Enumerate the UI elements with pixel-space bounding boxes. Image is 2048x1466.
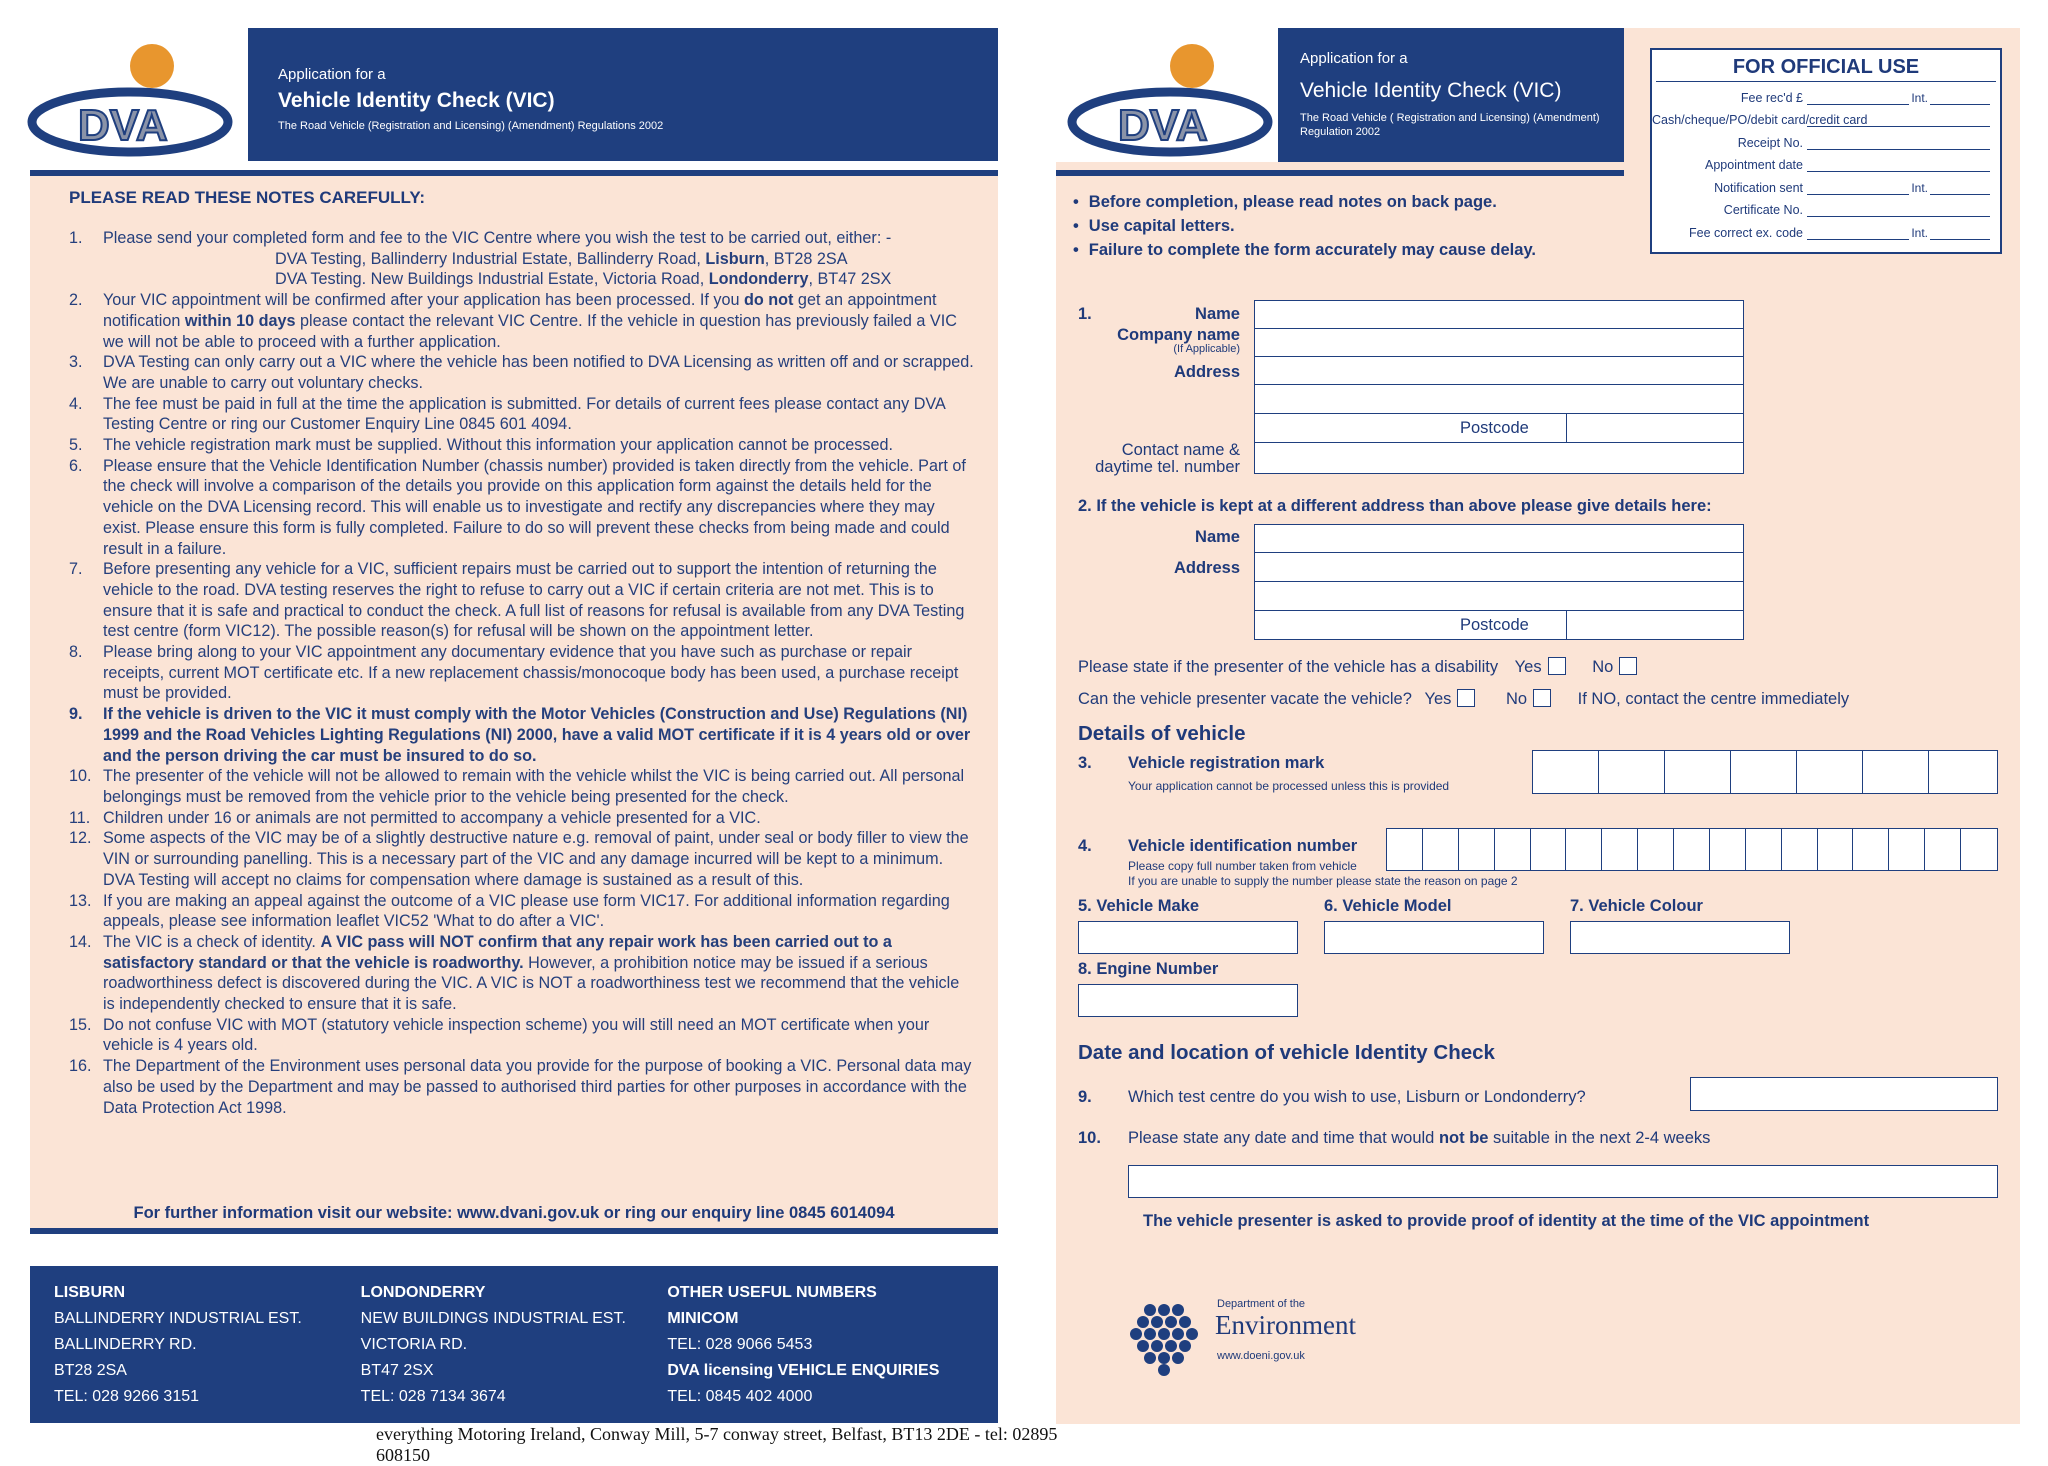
vacate-yes-checkbox[interactable] — [1457, 689, 1475, 707]
char-box[interactable] — [1731, 751, 1797, 793]
address-lisburn-postcode: , BT28 2SA — [764, 249, 848, 268]
q3-number: 3. — [1078, 754, 1092, 772]
no-label: No — [1505, 690, 1528, 708]
contact-heading: LONDONDERRY — [360, 1284, 486, 1301]
char-box[interactable] — [1853, 829, 1889, 870]
official-field[interactable] — [1807, 203, 1990, 217]
address-lisburn: DVA Testing, Ballinderry Industrial Estate, Ballinderry Road, — [275, 249, 706, 268]
char-box[interactable] — [1665, 751, 1731, 793]
contact-heading: DVA licensing VEHICLE ENQUIRIES — [667, 1362, 940, 1379]
unsuitable-dates-field[interactable] — [1128, 1165, 1998, 1198]
char-box[interactable] — [1566, 829, 1602, 870]
note-9: 9. If the vehicle is driven to the VIC it must comply with the Motor Vehicles (Construction and Use) Regulations (NI) 1999 and the Road Vehicles Lighting Regulations (NI) 2000, have a valid MOT certificate if it is 4 years old or over and the person driving the car must be insured to do so. — [69, 705, 971, 765]
contact-line: BALLINDERRY RD. — [54, 1336, 197, 1353]
official-row: Notification sent Int. — [1652, 172, 2000, 195]
q1-number: 1. — [1078, 305, 1092, 323]
char-box[interactable] — [1929, 751, 1995, 793]
header-title: Vehicle Identity Check (VIC) — [278, 89, 555, 112]
q10-text: suitable in the next 2-4 weeks — [1488, 1129, 1711, 1147]
char-box[interactable] — [1782, 829, 1818, 870]
note-text: We are unable to carry out voluntary checks. — [103, 373, 424, 392]
q4-note: Please copy full number taken from vehicle — [1128, 859, 1357, 873]
header-regulation: The Road Vehicle (Registration and Licensing) (Amendment) Regulations 2002 — [278, 120, 664, 132]
doe-label-small: Department of the — [1217, 1298, 1306, 1310]
vehicle-model-field[interactable] — [1324, 921, 1544, 954]
official-row: Certificate No. — [1652, 195, 2000, 218]
instruction-item: • Before completion, please read notes on back page. — [1073, 190, 1536, 214]
contact-line: BT28 2SA — [54, 1362, 127, 1379]
dva-logo — [1070, 40, 1270, 160]
contact-field[interactable] — [1254, 442, 1744, 474]
note-3: 3. DVA Testing can only carry out a VIC where the vehicle has been notified to DVA Licensing as written off and or scrapped. We are unable to carry out voluntary checks. — [69, 353, 974, 392]
q10-text: Please state any date and time that would — [1128, 1129, 1439, 1147]
note-emphasis: A VIC pass will NOT confirm that any repair work has been carried out to a satisfactory standard or that the vehicle is roadworthy. — [103, 932, 892, 972]
contact-line: TEL: 0845 402 4000 — [667, 1388, 813, 1405]
disability-no-checkbox[interactable] — [1619, 657, 1637, 675]
notes-footer: For further information visit our website: www.dvani.gov.uk or ring our enquiry line 0845 6014094 — [133, 1204, 895, 1222]
note-text: DVA Testing can only carry out a VIC where the vehicle has been notified to DVA Licensing as written off and or scrapped. — [103, 353, 974, 372]
contact-line: TEL: 028 7134 3674 — [360, 1388, 506, 1405]
q2-heading: 2. If the vehicle is kept at a different address than above please give details here: — [1078, 497, 1712, 515]
postcode-label: Postcode — [1460, 419, 1529, 437]
left-header-banner — [248, 28, 998, 161]
char-box[interactable] — [1533, 751, 1599, 793]
right-header-banner — [1278, 28, 1624, 162]
note-10: 10. The presenter of the vehicle will not be allowed to remain with the vehicle whilst the VIC is being carried out. All personal belongings must be removed from the vehicle prior to the vehicle being presented for the check. — [69, 767, 965, 806]
char-box[interactable] — [1459, 829, 1495, 870]
registration-mark-boxes[interactable] — [1532, 750, 1998, 794]
vehicle-details-heading: Details of vehicle — [1078, 722, 1246, 745]
address-lisburn-town: Lisburn — [705, 249, 765, 268]
note-text: However, a prohibition notice may be issued if a serious roadworthiness defect is discovered during the VIC. A VIC is NOT a roadworthiness test we recommend that the vehicle is independently checked to ensure that it is safe. — [103, 953, 960, 1014]
engine-number-field[interactable] — [1078, 984, 1298, 1017]
q9-label: Which test centre do you wish to use, Lisburn or Londonderry? — [1128, 1088, 1586, 1106]
disability-question — [1078, 657, 1637, 677]
keeper-name-field[interactable] — [1254, 524, 1744, 553]
company-label: Company name — [1117, 326, 1240, 344]
no-label: No — [1592, 658, 1614, 676]
official-row: Receipt No. — [1652, 127, 2000, 150]
vacate-label: Can the vehicle presenter vacate the vehicle? — [1078, 690, 1412, 708]
q4-note: If you are unable to supply the number please state the reason on page 2 — [1128, 874, 1518, 888]
contact-other — [667, 1280, 974, 1409]
contact-line: BALLINDERRY INDUSTRIAL EST. — [54, 1310, 302, 1327]
q4-number: 4. — [1078, 837, 1092, 855]
contact-heading: OTHER USEFUL NUMBERS — [667, 1284, 877, 1301]
note-text: get an appointment notification — [103, 291, 937, 330]
notes-panel — [30, 176, 998, 1228]
note-text: The VIC is a check of identity. — [103, 932, 321, 951]
divider — [1056, 170, 1624, 176]
company-field[interactable] — [1254, 328, 1744, 357]
yes-label: Yes — [1514, 658, 1542, 676]
q6-label: 6. Vehicle Model — [1324, 897, 1452, 915]
if-applicable-label: (If Applicable) — [1173, 343, 1240, 355]
disability-yes-checkbox[interactable] — [1548, 657, 1566, 675]
note-text: Your VIC appointment will be confirmed after your application has been processed. If you — [103, 291, 744, 310]
note-14: 14. The VIC is a check of identity. A VIC pass will NOT confirm that any repair work has been carried out to a satisfactory standard or that the vehicle is roadworthy. However, a prohibition notice may be issued if a serious roadworthiness defect is discovered during the VIC. A VIC is NOT a roadworthiness test we recommend that the vehicle is independently checked to ensure that it is safe. — [69, 932, 960, 1014]
address-londonderry-town: Londonderry — [708, 270, 809, 289]
contact-heading: MINICOM — [667, 1310, 739, 1327]
q10-number: 10. — [1078, 1129, 1101, 1147]
official-row: Appointment date — [1652, 150, 2000, 173]
q10-label — [1128, 1129, 1710, 1148]
official-row: Cash/cheque/PO/debit card/credit card — [1652, 105, 2000, 128]
char-box[interactable] — [1599, 751, 1665, 793]
keeper-postcode-field[interactable] — [1566, 610, 1744, 640]
note-7: 7. Before presenting any vehicle for a VIC, sufficient repairs must be carried out to support the intention of returning the vehicle to the road. DVA testing reserves the right to refuse to carry out a VIC if certain criteria are not met. This is to ensure that it is safe and practical to conduct the check. A full list of reasons for refusal is available from any DVA Testing test centre (form VIC12). The possible reason(s) for refusal will be shown on the appointment letter. — [69, 560, 965, 641]
header-intro: Application for a — [1300, 50, 1408, 67]
disability-label: Please state if the presenter of the vehicle has a disability — [1078, 658, 1499, 676]
vin-boxes[interactable] — [1386, 828, 1998, 871]
keeper-address-field-1[interactable] — [1254, 552, 1744, 582]
char-box[interactable] — [1638, 829, 1674, 870]
note-5: 5. The vehicle registration mark must be supplied. Without this information your application cannot be processed. — [69, 436, 893, 455]
note-text: please contact the relevant VIC Centre. If the vehicle in question has previously failed a VIC we will not be able to proceed with a further application. — [103, 311, 957, 351]
official-field[interactable] — [1807, 91, 1909, 105]
doe-website: www.doeni.gov.uk — [1217, 1350, 1305, 1362]
note-2: 2. Your VIC appointment will be confirmed after your application has been processed. If you do not get an appointment notification within 10 days please contact the relevant VIC Centre. If the vehicle in question has previously failed a VIC we will not be able to proceed with a further application. — [69, 291, 957, 351]
note-13: 13. If you are making an appeal against the outcome of a VIC please use form VIC17. For additional information regarding appeals, please see information leaflet VIC52 'What to do after a VIC'. — [69, 891, 950, 931]
note-11: 11. Children under 16 or animals are not permitted to accompany a vehicle presented for a VIC. — [69, 808, 761, 827]
address-londonderry: DVA Testing. New Buildings Industrial Estate, Victoria Road, — [275, 270, 709, 289]
contact-line: BT47 2SX — [360, 1362, 434, 1379]
official-field[interactable] — [1807, 226, 1909, 240]
header-intro: Application for a — [278, 66, 386, 83]
notes-list — [69, 228, 974, 1118]
name-field[interactable] — [1254, 300, 1744, 329]
char-box[interactable] — [1710, 829, 1746, 870]
contacts-panel — [30, 1266, 998, 1423]
instructions-list — [1073, 190, 1536, 262]
q7-label: 7. Vehicle Colour — [1570, 897, 1703, 915]
contact-line: TEL: 028 9266 3151 — [54, 1388, 200, 1405]
dva-logo-text: DVA — [78, 101, 168, 150]
address-field-1[interactable] — [1254, 356, 1744, 385]
note-12: 12. Some aspects of the VIC may be of a slightly destructive nature e.g. removal of paint, under seal or body filler to view the VIN or surrounding panelling. This is a necessary part of the VIC and any damage incurred will be kept to a minimum. DVA Testing will accept no claims for compensation where damage is sustained as a result of this. — [69, 829, 969, 889]
department-environment-logo — [1130, 1300, 1200, 1380]
char-box[interactable] — [1746, 829, 1782, 870]
note-emphasis: do not — [743, 291, 794, 310]
char-box[interactable] — [1602, 829, 1638, 870]
header-regulation: The Road Vehicle ( Registration and Licensing) (Amendment) Regulation 2002 — [1300, 112, 1600, 138]
official-int-field[interactable] — [1930, 226, 1990, 240]
official-row: Fee rec'd £ Int. — [1652, 82, 2000, 105]
vehicle-colour-field[interactable] — [1570, 921, 1790, 954]
vacate-question — [1078, 689, 1849, 709]
note-1: 1. Please send your completed form and fee to the VIC Centre where you wish the test to be carried out, either: - DVA Testing, Ballinderry Industrial Estate, Ballinderry Road, Lisburn, BT28 2SA DVA Testing. New Buildings Industrial Estate, Victoria Road, Londonderry, BT47 2SX — [69, 229, 892, 289]
q3-label: Vehicle registration mark — [1128, 754, 1325, 772]
contact-line: NEW BUILDINGS INDUSTRIAL EST. — [360, 1310, 626, 1327]
address-field-2[interactable] — [1254, 384, 1744, 414]
contact-lisburn — [54, 1280, 361, 1409]
char-box[interactable] — [1423, 829, 1459, 870]
official-int-field[interactable] — [1930, 181, 1990, 195]
official-field[interactable] — [1807, 113, 1990, 127]
note-text: Please send your completed form and fee to the VIC Centre where you wish the test to be carried out, either: - — [103, 229, 892, 247]
char-box[interactable] — [1889, 829, 1925, 870]
dva-logo — [30, 40, 230, 160]
char-box[interactable] — [1387, 829, 1423, 870]
official-int-field[interactable] — [1930, 91, 1990, 105]
contact-label: daytime tel. number — [1095, 458, 1240, 476]
vacate-note: If NO, contact the centre immediately — [1577, 690, 1850, 708]
date-location-heading: Date and location of vehicle Identity Check — [1078, 1041, 1495, 1064]
note-16: 16. The Department of the Environment uses personal data you provide for the purpose of booking a VIC. Personal data may also be used by the Department and may be passed to authorised third parties for other purposes in accordance with the Data Protection Act 1998. — [69, 1057, 972, 1117]
official-row: Fee correct ex. code Int. — [1652, 217, 2000, 240]
test-centre-field[interactable] — [1690, 1077, 1998, 1111]
char-box[interactable] — [1674, 829, 1710, 870]
q10-emphasis: not be — [1438, 1129, 1489, 1147]
divider — [30, 1228, 998, 1234]
proof-of-identity-note: The vehicle presenter is asked to provide proof of identity at the time of the VIC appointment — [1143, 1212, 1870, 1230]
vacate-no-checkbox[interactable] — [1533, 689, 1551, 707]
note-15: 15. Do not confuse VIC with MOT (statutory vehicle inspection scheme) you will still need an MOT certificate when your vehicle is 4 years old. — [69, 1015, 930, 1055]
char-box[interactable] — [1797, 751, 1863, 793]
q9-number: 9. — [1078, 1088, 1092, 1106]
note-emphasis: within 10 days — [184, 311, 296, 330]
char-box[interactable] — [1961, 829, 1997, 870]
contact-heading: LISBURN — [54, 1284, 126, 1301]
official-use-title: FOR OFFICIAL USE — [1656, 56, 1996, 82]
address-label: Address — [1173, 363, 1240, 381]
q5-label: 5. Vehicle Make — [1078, 897, 1200, 915]
official-field[interactable] — [1807, 181, 1909, 195]
vehicle-make-field[interactable] — [1078, 921, 1298, 954]
note-4: 4. The fee must be paid in full at the time the application is submitted. For details of current fees please contact any DVA Testing Centre or ring our Customer Enquiry Line 0845 601 4094. — [69, 394, 945, 434]
footer-address: everything Motoring Ireland, Conway Mill, 5-7 conway street, Belfast, BT13 2DE - tel: 02895 608150 — [376, 1424, 1058, 1465]
contact-line: TEL: 028 9066 5453 — [667, 1336, 813, 1353]
note-6: 6. Please ensure that the Vehicle Identification Number (chassis number) provided is taken directly from the vehicle. Part of the check will involve a comparison of the details you provide on this application form against the details held for the vehicle on the DVA Licensing record. This will enable us to investigate and rectify any discrepancies where they may exist. Please ensure this form is fully completed. Failure to do so will prevent these checks from being made and could result in a failure. — [69, 456, 966, 558]
postcode-label: Postcode — [1460, 616, 1529, 634]
char-box[interactable] — [1863, 751, 1929, 793]
char-box[interactable] — [1495, 829, 1531, 870]
q3-note: Your application cannot be processed unless this is provided — [1128, 779, 1450, 793]
contact-label: Contact name & — [1121, 441, 1240, 459]
char-box[interactable] — [1925, 829, 1961, 870]
contact-line: VICTORIA RD. — [360, 1336, 468, 1353]
doe-label: Environment — [1215, 1310, 1356, 1340]
official-field[interactable] — [1807, 136, 1990, 150]
name-label: Name — [1195, 528, 1240, 546]
header-title: Vehicle Identity Check (VIC) — [1300, 79, 1562, 102]
keeper-address-field-2[interactable] — [1254, 581, 1744, 611]
note-8: 8. Please bring along to your VIC appointment any documentary evidence that you have such as purchase or repair receipts, current MOT certificate etc. If a new replacement chassis/monocoque body has been used, a purchase receipt must be provided. — [69, 643, 959, 703]
q4-label: Vehicle identification number — [1128, 837, 1358, 855]
q8-label: 8. Engine Number — [1078, 960, 1219, 978]
name-label: Name — [1195, 305, 1240, 323]
instruction-item: • Use capital letters. — [1073, 214, 1536, 238]
dva-logo-text: DVA — [1118, 101, 1208, 150]
yes-label: Yes — [1424, 690, 1452, 708]
official-use-box — [1650, 48, 2002, 254]
address-londonderry-postcode: , BT47 2SX — [808, 270, 892, 289]
official-field[interactable] — [1807, 158, 1990, 172]
char-box[interactable] — [1818, 829, 1854, 870]
char-box[interactable] — [1531, 829, 1567, 870]
contact-londonderry — [361, 1280, 668, 1409]
postcode-field[interactable] — [1566, 413, 1744, 443]
notes-title: PLEASE READ THESE NOTES CAREFULLY: — [69, 188, 426, 207]
address-label: Address — [1173, 559, 1240, 577]
instruction-item: • Failure to complete the form accurately may cause delay. — [1073, 238, 1536, 262]
